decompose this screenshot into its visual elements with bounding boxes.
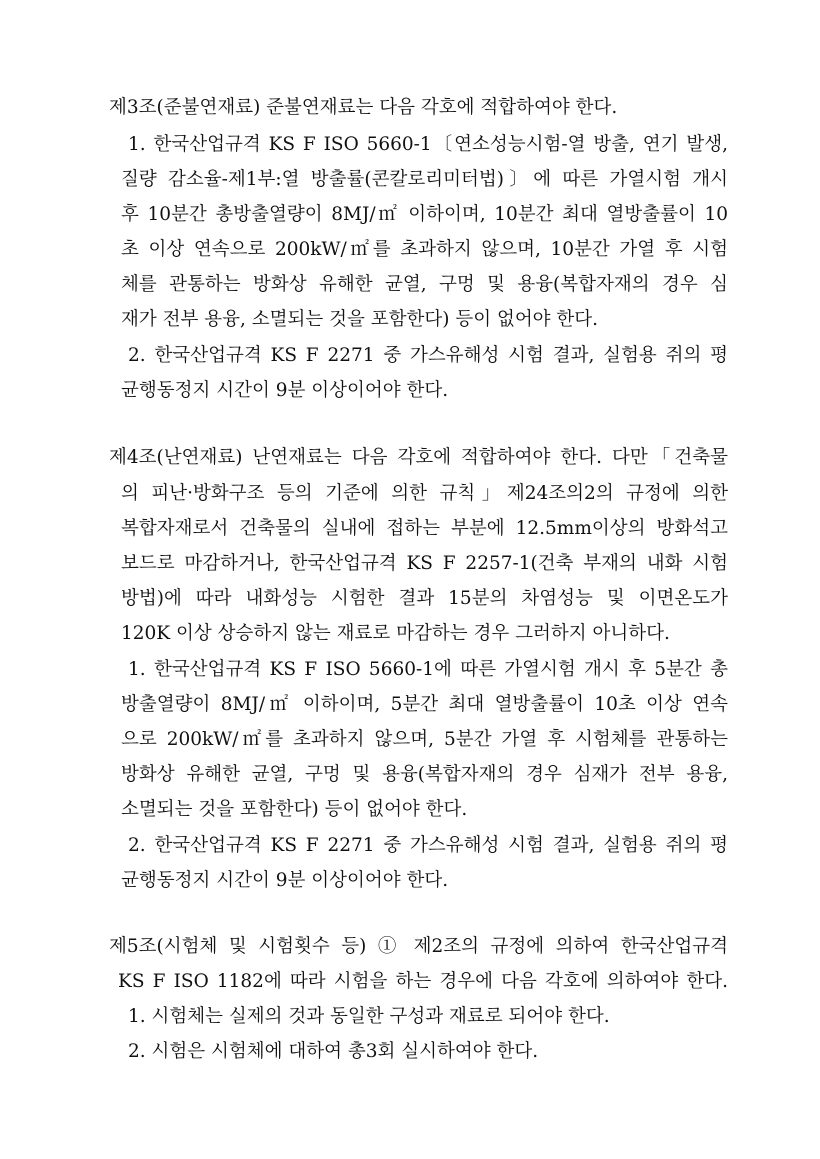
article-3-item-1-line: 체를 관통하는 방화상 유해한 균열, 구멍 및 용융(복합자재의 경우 심 (121, 274, 728, 295)
article-3-heading: 제3조(준불연재료) 준불연재료는 다음 각호에 적합하여야 한다. (109, 97, 618, 118)
article-4-item-1-line: 으로 200kW/㎡를 초과하지 않으며, 5분간 가열 후 시험체를 관통하는 (121, 729, 728, 750)
article-5-heading: 제5조(시험체 및 시험횟수 등) ① 제2조의 규정에 의하여 한국산업규격 (109, 936, 728, 957)
article-4-item-2-line: 2. 한국산업규격 KS F 2271 중 가스유해성 시험 결과, 실험용 쥐의 평 (128, 835, 728, 856)
article-3-item-2-line: 균행동정지 시간이 9분 이상이어야 한다. (121, 380, 449, 401)
article-4-body-line: 120K 이상 상승하지 않는 재료로 마감하는 경우 그러하지 아니하다. (121, 623, 670, 644)
article-4-item-2-line: 균행동정지 시간이 9분 이상이어야 한다. (121, 870, 449, 891)
article-5-item-1-line: 1. 시험체는 실제의 것과 동일한 구성과 재료로 되어야 한다. (128, 1006, 610, 1027)
article-4-item-1-line: 소멸되는 것을 포함한다) 등이 없어야 한다. (121, 799, 468, 820)
article-4-body-line: 보드로 마감하거나, 한국산업규격 KS F 2257-1(건축 부재의 내화 시험 (121, 553, 728, 574)
article-3-item-1-line: 초 이상 연속으로 200kW/㎡를 초과하지 않으며, 10분간 가열 후 시험 (121, 239, 728, 260)
article-3-item-2-line: 2. 한국산업규격 KS F 2271 중 가스유해성 시험 결과, 실험용 쥐의 평 (128, 345, 728, 366)
article-4-item-1-line: 방출열량이 8MJ/㎡ 이하이며, 5분간 최대 열방출률이 10초 이상 연속 (121, 694, 728, 715)
article-4-heading: 제4조(난연재료) 난연재료는 다음 각호에 적합하여야 한다. 다만「건축물 (109, 447, 728, 468)
article-4-body-line: 방법)에 따라 내화성능 시험한 결과 15분의 차염성능 및 이면온도가 (121, 588, 728, 609)
article-3-item-1-line: 질량 감소율-제1부:열 방출률(콘칼로리미터법)〕에 따른 가열시험 개시 (121, 169, 728, 190)
article-5-body-line: KS F ISO 1182에 따라 시험을 하는 경우에 다음 각호에 의하여야 한다. (118, 971, 728, 992)
article-3-item-1-line: 1. 한국산업규격 KS F ISO 5660-1〔연소성능시험-열 방출, 연기 발생, (128, 134, 728, 155)
article-5-item-2-line: 2. 시험은 시험체에 대하여 총3회 실시하여야 한다. (128, 1041, 539, 1062)
article-4-body-line: 의 피난·방화구조 등의 기준에 의한 규칙」제24조의2의 규정에 의한 (121, 483, 728, 504)
article-4-item-1-line: 1. 한국산업규격 KS F ISO 5660-1에 따른 가열시험 개시 후 5분간 총 (128, 659, 728, 680)
article-4-body-line: 복합자재로서 건축물의 실내에 접하는 부분에 12.5mm이상의 방화석고 (121, 518, 728, 539)
article-3-item-1-line: 재가 전부 용융, 소멸되는 것을 포함한다) 등이 없어야 한다. (121, 309, 599, 330)
article-4-item-1-line: 방화상 유해한 균열, 구멍 및 용융(복합자재의 경우 심재가 전부 용융, (121, 764, 728, 785)
article-3-item-1-line: 후 10분간 총방출열량이 8MJ/㎡ 이하이며, 10분간 최대 열방출률이 10 (121, 204, 728, 225)
